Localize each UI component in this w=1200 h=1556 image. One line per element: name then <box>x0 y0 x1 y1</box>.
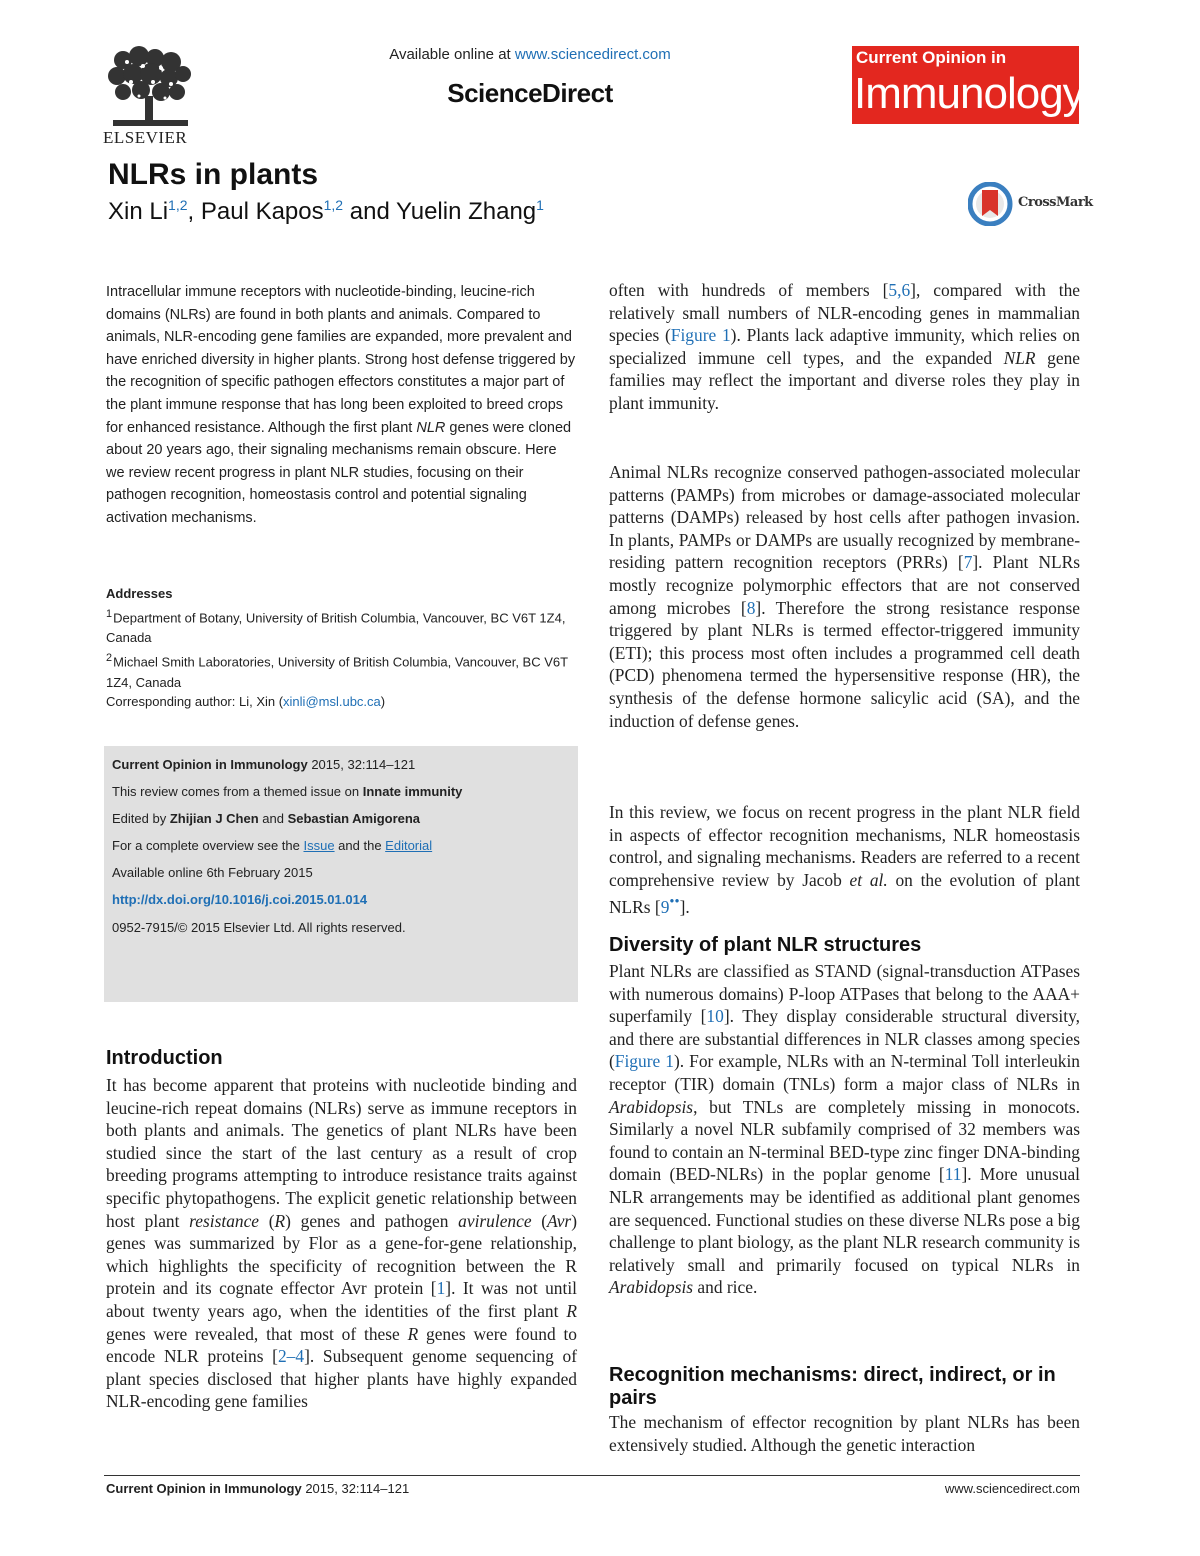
author-affiliation[interactable]: 1,2 <box>168 197 188 213</box>
crossmark-label: CrossMark <box>1018 195 1093 210</box>
doi-link[interactable]: http://dx.doi.org/10.1016/j.coi.2015.01.014 <box>112 892 368 907</box>
body-paragraph: In this review, we focus on recent progress in the plant NLR field in aspects of effector recognition mechanisms, NLR homeostasis control, and signaling mechanisms. Readers are referred to a recent comprehensive review by Jacob et al. on the evolution of plant NLRs [9••]. <box>609 802 1080 918</box>
article-info-box <box>104 746 578 1002</box>
journal-logo-line1: Current Opinion in <box>856 48 1007 67</box>
recognition-heading: Recognition mechanisms: direct, indirect, or in pairs <box>609 1364 1056 1409</box>
introduction-heading: Introduction <box>106 1047 223 1069</box>
body-paragraph: Animal NLRs recognize conserved pathogen-associated molecular patterns (PAMPs) from microbes or damage-associated molecular patterns (DAMPs) released by host cells after pathogen invasion. In plants, PAMPs or DAMPs are usually recognized by membrane-residing pattern recognition receptors (PRRs) [7]. Plant NLRs mostly recognize polymorphic effectors that are not conserved among microbes [8]. Therefore the strong resistance response triggered by plant NLRs is termed effector-triggered immunity (ETI); this process most often includes a programmed cell death (PCD) phenomena termed the hypersensitive response (HR), the synthesis of the defense hormone salicylic acid (SA), and the induction of defense genes. <box>609 462 1080 731</box>
footer-divider <box>104 1475 1080 1476</box>
body-paragraph: The mechanism of effector recognition by plant NLRs has been extensively studied. Although the genetic interaction <box>609 1412 1080 1455</box>
footer-url[interactable]: www.sciencedirect.com <box>944 1481 1080 1496</box>
body-paragraph: often with hundreds of members [5,6], compared with the relatively small numbers of NLR-encoding genes in mammalian species (Figure 1). Plants lack adaptive immunity, which relies on specialized immune cell types, and the expanded NLR gene families may reflect the important and diverse roles they play in plant immunity. <box>609 280 1081 413</box>
editors: Edited by Zhijian J Chen and Sebastian Amigorena <box>112 811 421 826</box>
author-name: Xin Li <box>108 198 169 225</box>
diversity-heading: Diversity of plant NLR structures <box>609 934 922 956</box>
journal-logo <box>852 46 1084 124</box>
themed-issue: This review comes from a themed issue on Innate immunity <box>112 784 463 799</box>
journal-logo-line2: Immunology <box>854 69 1084 118</box>
article-title: NLRs in plants <box>108 158 319 191</box>
author-affiliation[interactable]: 1 <box>536 197 544 213</box>
crossmark-badge[interactable] <box>968 182 1093 226</box>
address-item: $^1$ Department of Botany, University of British Columbia, Vancouver, BC V6T 1Z4, Canada <box>106 608 566 646</box>
sciencedirect-brand: ScienceDirect <box>447 78 613 108</box>
introduction-text: It has become apparent that proteins with nucleotide binding and leucine-rich repeat domains (NLRs) serve as immune receptors in both plants and animals. The genetics of plant NLRs have been studied since the start of the last century as a result of crop breeding programs attempting to introduce resistance traits against specific phytopathogens. The explicit genetic relationship between host plant resistance (R) genes and pathogen avirulence (Avr) genes was summarized by Flor as a gene-for-gene relationship, which highlights the specificity of recognition between the R protein and its cognate effector Avr protein [1]. It was not until about twenty years ago, when the identities of the first plant R genes were revealed, that most of these R genes were found to encode NLR proteins [2–4]. Subsequent genome sequencing of plant species disclosed that higher plants have highly expanded NLR-encoding gene families <box>106 1075 578 1412</box>
publisher-wordmark: ELSEVIER <box>103 128 188 147</box>
overview-links: For a complete overview see the Issue and the Editorial <box>112 838 433 853</box>
abstract: Intracellular immune receptors with nucleotide-binding, leucine-rich domains (NLRs) are found in both plants and animals. Compared to animals, NLR-encoding gene families are expanded, more prevalent and have enriched diversity in higher plants. Strong host defense triggered by the recognition of specific pathogen effectors constitutes a major part of the plant immune response that has long been exploited to breed crops for enhanced resistance. Although the first plant NLR genes were cloned about 20 years ago, their signaling mechanisms remain obscure. Here we review recent progress in plant NLR studies, focusing on their pathogen recognition, homeostasis control and potential signaling activation mechanisms. <box>106 284 576 526</box>
author-name: Yuelin Zhang <box>396 198 537 225</box>
author-affiliation[interactable]: 1,2 <box>323 197 344 213</box>
addresses-heading: Addresses <box>106 586 173 601</box>
author-list: Xin Li$^{1,2}$, Paul Kapos$^{1,2}$ and Yuelin Zhang$^1$ <box>108 197 544 225</box>
addresses <box>106 584 576 693</box>
journal-citation: Current Opinion in Immunology 2015, 32:114–121 <box>112 757 416 772</box>
issue-link[interactable]: Issue <box>303 838 335 853</box>
copyright: 0952-7915/© 2015 Elsevier Ltd. All rights reserved. <box>112 920 406 935</box>
available-online-date: Available online 6th February 2015 <box>112 865 313 880</box>
editorial-link[interactable]: Editorial <box>385 838 433 853</box>
sciencedirect-link[interactable]: www.sciencedirect.com <box>514 46 671 63</box>
availability-line: Available online at www.sciencedirect.com <box>389 46 671 63</box>
corresponding-email-link[interactable]: xinli@msl.ubc.ca <box>283 694 381 709</box>
corresponding-author: Corresponding author: Li, Xin (xinli@msl.ubc.ca) <box>106 694 386 709</box>
body-paragraph: Plant NLRs are classified as STAND (signal-transduction ATPases with numerous domains) P-loop ATPases that belong to the AAA+ superfamily [10]. They display considerable structural diversity, and there are substantial differences in NLR classes among species (Figure 1). For example, NLRs with an N-terminal Toll interleukin receptor (TIR) domain (TNLs) form a major class of NLRs in Arabidopsis, but TNLs are completely missing in monocots. Similarly a novel NLR subfamily comprised of 32 members was found to contain an N-terminal BED-type zinc finger DNA-binding domain (BED-NLRs) in the poplar genome [11]. More unusual NLR arrangements may be identified as additional plant genomes are sequenced. Functional studies on these diverse NLRs pose a big challenge to plant biology, as the plant NLR research community is relatively small and primarily focused on typical NLRs in Arabidopsis and rice. <box>609 961 1081 1298</box>
crossmark-icon <box>968 182 1014 226</box>
author-name: Paul Kapos <box>200 198 324 225</box>
address-item: $^2$ Michael Smith Laboratories, University of British Columbia, Vancouver, BC V6T 1Z4, Canada <box>106 652 568 690</box>
footer-citation: Current Opinion in Immunology 2015, 32:114–121 <box>106 1481 410 1496</box>
